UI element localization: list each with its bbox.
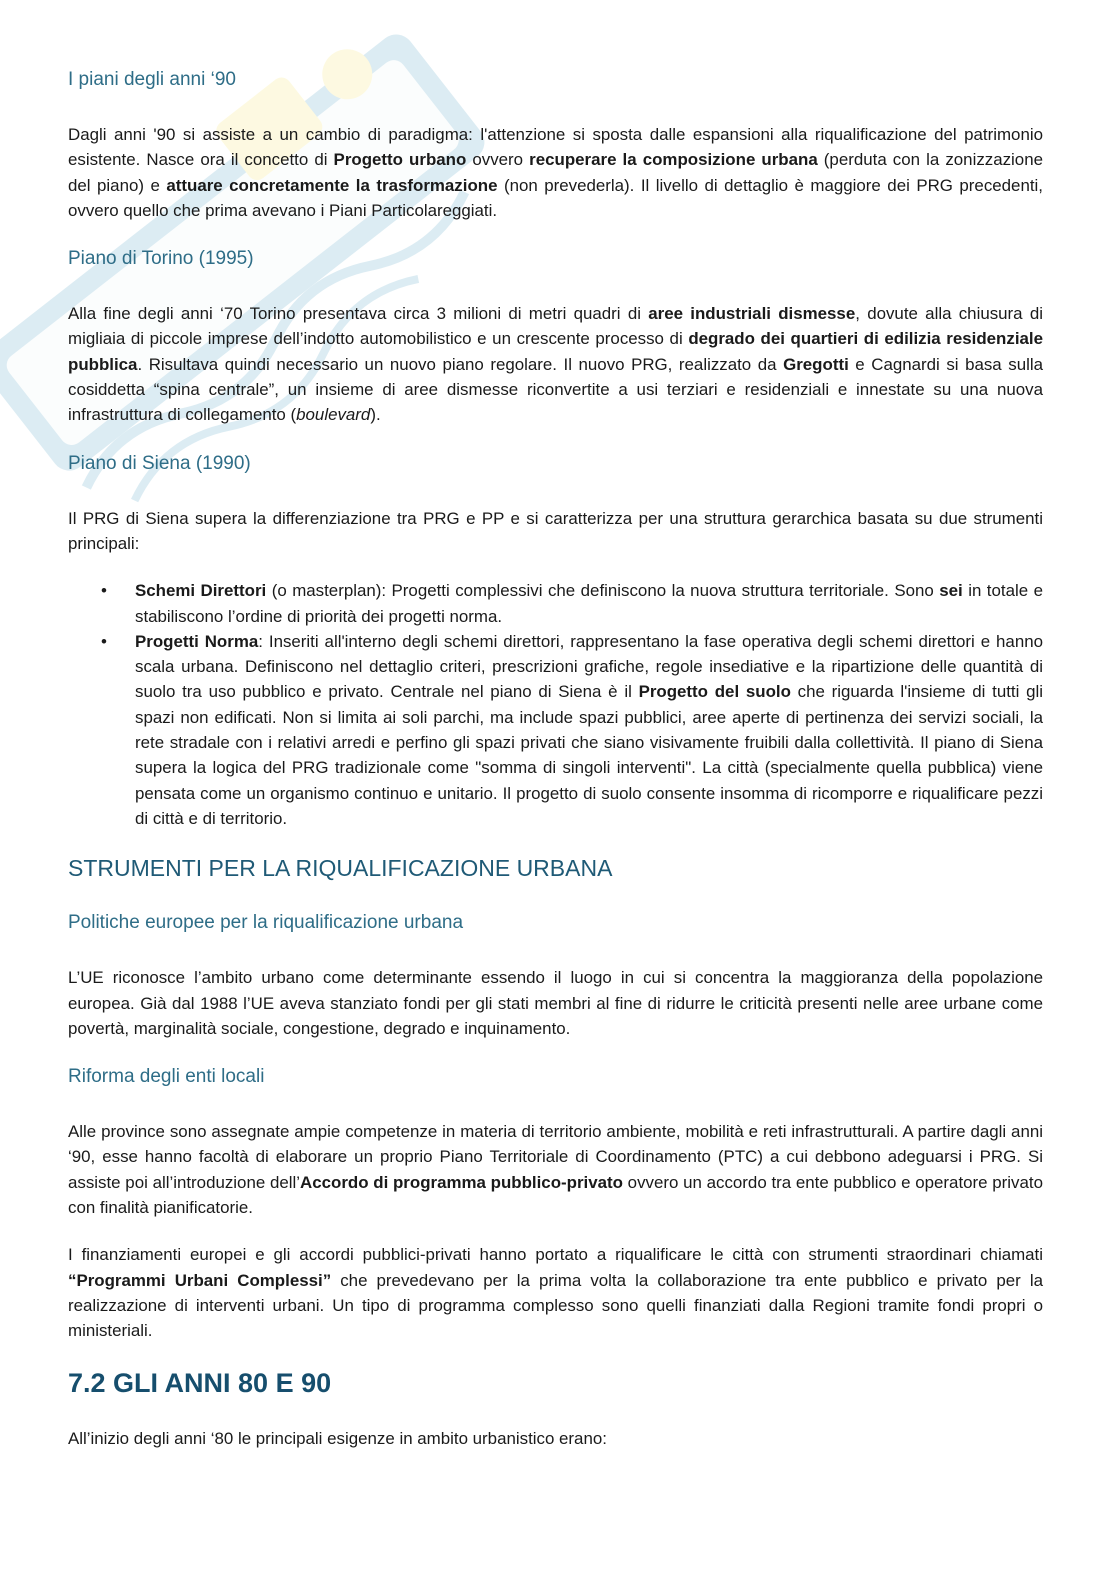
text-run: in totale e stabiliscono l’ordine di priorità dei progetti norma. [135, 581, 1043, 626]
bold-text: Gregotti [783, 354, 849, 374]
subsection-heading: I piani degli anni ‘90 [68, 69, 236, 90]
list-item [68, 629, 1043, 831]
text-run: Dagli anni '90 si assiste a un cambio di paradigma: l'attenzione si sposta dalle espansioni alla riqualificazione del patrimonio esistente. Nasce ora il concetto di [68, 125, 1043, 170]
bold-text: sei [939, 581, 963, 601]
bullet-icon: • [101, 581, 107, 601]
text-run: ovvero un accordo tra ente pubblico e operatore privato con finalità pianificatorie. [68, 1172, 1043, 1218]
paragraph [68, 506, 1043, 557]
text-run: All’inizio degli anni ‘80 le principali esigenze in ambito urbanistico erano: [68, 1428, 607, 1448]
text-run: , dovute alla chiusura di migliaia di piccole imprese dell’indotto automobilistico e un crescente processo di [68, 304, 1043, 349]
text-run: e Cagnardi si basa sulla cosiddetta “spina centrale”, un insieme di aree dismesse riconvertite a usi terziari e residenziali e innestate su una nuova infrastruttura di collegamento ( [68, 354, 1043, 425]
text-run: ). [370, 405, 381, 425]
bold-text: degrado dei quartieri di edilizia residenziale pubblica [68, 329, 1043, 374]
document-page [68, 66, 1043, 1556]
paragraph [68, 965, 1043, 1041]
text-run: Il PRG di Siena supera la differenziazione tra PRG e PP e si caratterizza per una struttura gerarchica basata su due strumenti principali: [68, 508, 1043, 553]
bold-text: aree industriali dismesse [648, 304, 856, 324]
bold-text: “Programmi Urbani Complessi” [68, 1270, 332, 1290]
bold-text: Progetto urbano [333, 150, 467, 170]
text-run: (non prevederla). Il livello di dettaglio è maggiore dei PRG precedenti, ovvero quello che prima avevano i Piani Particolareggiati. [68, 175, 1043, 220]
paragraph [68, 301, 1043, 427]
text-run: che riguarda l'insieme di tutti gli spazi non edificati. Non si limita ai soli parchi, ma include spazi pubblici, aree aperte di pertinenza dei servizi sociali, la rete stradale con i relativi arredi e perfino gli spazi privati che siano visivamente fruibili dalla collettività. Il piano di Siena supera la logica del PRG tradizionale come "somma di singoli interventi". La città (specialmente quella pubblica) viene pensata come un organismo continuo e unitario. Il progetto di suolo consente insomma di ricomporre e riqualificare pezzi di città e di territorio. [135, 682, 1043, 828]
text-run: ovvero [466, 150, 530, 170]
text-run: I finanziamenti europei e gli accordi pubblici-privati hanno portato a riqualificare le città con strumenti straordinari chiamati [68, 1245, 1043, 1265]
text-run: che prevedevano per la prima volta la collaborazione tra ente pubblico e privato per la realizzazione di interventi urbani. Un tipo di programma complesso sono quelli finanziati dalla Regioni tramite fondi propri o ministeriali. [68, 1270, 1043, 1341]
paragraph [68, 122, 1043, 223]
bullet-list [68, 578, 1043, 831]
list-item [68, 578, 1043, 629]
bold-text: attuare concretamente la trasformazione [166, 175, 498, 195]
bold-text: recuperare la composizione urbana [529, 150, 818, 170]
text-run: (o masterplan): Progetti complessivi che definiscono la nuova struttura territoriale. Sono [266, 581, 940, 601]
bullet-icon: • [101, 631, 107, 651]
italic-text: boulevard [296, 405, 371, 425]
text-run: L’UE riconosce l’ambito urbano come determinante essendo il luogo in cui si concentra la maggioranza della popolazione europea. Già dal 1988 l’UE aveva stanziato fondi per gli stati membri al fine di ridurre le criticità presenti nelle aree urbane come povertà, marginalità sociale, congestione, degrado e inquinamento. [68, 968, 1043, 1038]
subsection-heading: Piano di Siena (1990) [68, 452, 251, 474]
text-run: : Inseriti all'interno degli schemi direttori, rappresentano la fase operativa degli schemi direttori e hanno scala urbana. Definiscono nel dettaglio criteri, prescrizioni grafiche, regole insediative e la ripartizione delle quantità di suolo tra uso pubblico e privato. Centrale nel piano di Siena è il [135, 631, 1043, 702]
chapter-heading: 7.2 GLI ANNI 80 E 90 [68, 1367, 332, 1398]
text-run: Alle province sono assegnate ampie competenze in materia di territorio ambiente, mobilità e reti infrastrutturali. A partire dagli anni ‘90, esse hanno facoltà di elaborare un proprio Piano Territoriale di Coordinamento (PTC) a cui debbono adeguarsi i PRG. Si assiste poi all’introduzione dell’ [68, 1122, 1043, 1192]
subsection-heading: Politiche europee per la riqualificazione urbana [68, 912, 464, 934]
text-run: (perduta con la zonizzazione del piano) e [68, 150, 1043, 195]
subsection-heading: Riforma degli enti locali [68, 1066, 265, 1088]
bold-text: Progetto del suolo [638, 682, 791, 702]
bold-text: Schemi Direttori [135, 581, 267, 601]
paragraph [68, 1426, 1043, 1451]
paragraph [68, 1119, 1043, 1220]
subsection-heading: Piano di Torino (1995) [68, 248, 254, 270]
section-heading: STRUMENTI PER LA RIQUALIFICAZIONE URBANA [68, 855, 613, 882]
bold-text: Accordo di programma pubblico-privato [300, 1172, 623, 1192]
paragraph [68, 1242, 1043, 1343]
text-run: . Risultava quindi necessario un nuovo piano regolare. Il nuovo PRG, realizzato da [137, 354, 784, 374]
bold-text: Progetti Norma [135, 631, 259, 651]
text-run: Alla fine degli anni ‘70 Torino presentava circa 3 milioni di metri quadri di [68, 304, 649, 324]
